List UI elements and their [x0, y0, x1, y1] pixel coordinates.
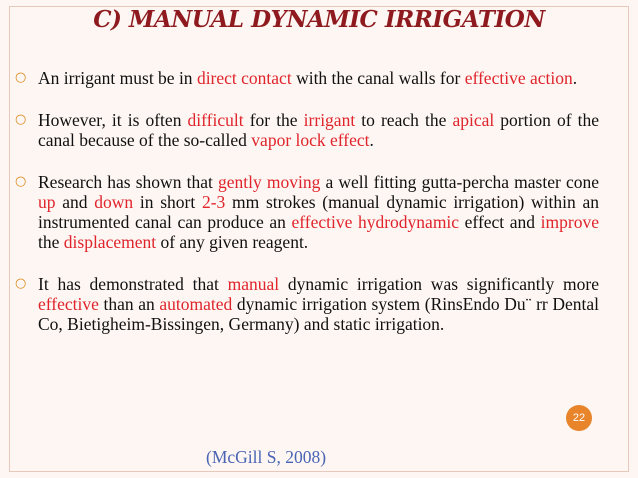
slide-title: C) MANUAL DYNAMIC IRRIGATION [93, 6, 545, 33]
bullet-text: However, it is often difficult for the irrigant to reach the apical portion of the canal because of the so-called vapor lock effect. [38, 110, 600, 150]
citation: (McGill S, 2008) [206, 447, 327, 467]
hollow-circle-bullet-icon: ○ [15, 70, 27, 85]
slide-number-badge: 22 [566, 405, 592, 431]
bullet-list [12, 68, 599, 334]
bullet-item [12, 172, 599, 252]
bullet-item [12, 274, 599, 334]
bullet-text: An irrigant must be in direct contact with the canal walls for effective action. [38, 68, 578, 88]
bullet-item [12, 110, 599, 150]
hollow-circle-bullet-icon: ○ [15, 174, 27, 189]
hollow-circle-bullet-icon: ○ [15, 276, 27, 291]
bullet-text: It has demonstrated that manual dynamic irrigation was significantly more effective than an automated dynamic irrigation system (RinsEndo Du¨ rr Dental Co, Bietigheim-Bissingen, Germany) and static irrigation. [38, 274, 599, 334]
bullet-text: Research has shown that gently moving a well fitting gutta-percha master cone up and down in short 2-3 mm strokes (manual dynamic irrigation) within an instrumented canal can produce an effective hydrodynamic effect and improve the displacement of any given reagent. [38, 172, 599, 252]
bullet-item [12, 68, 599, 88]
hollow-circle-bullet-icon: ○ [15, 112, 27, 127]
